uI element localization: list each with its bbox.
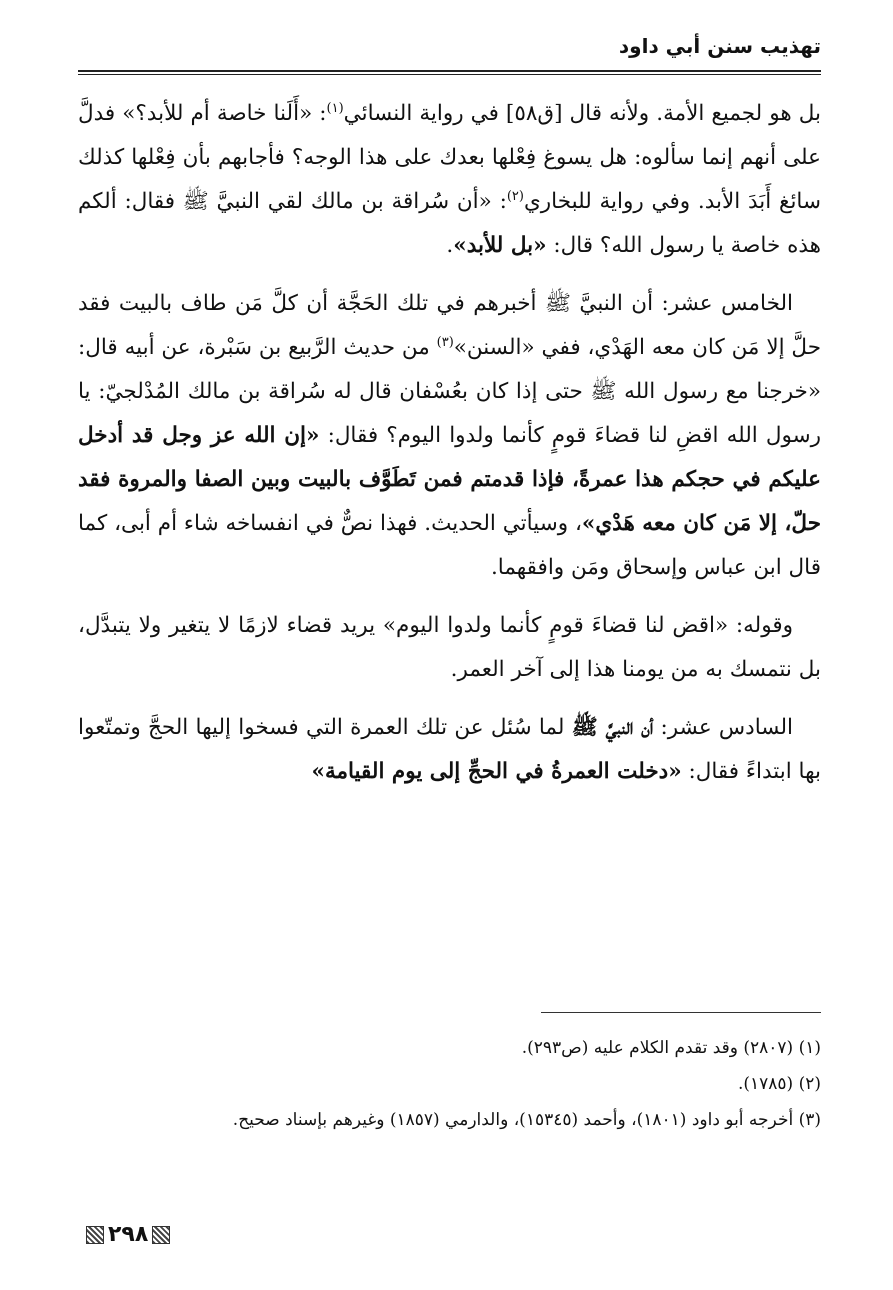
footnote-ref-3[interactable]: (٣) bbox=[436, 334, 454, 350]
page-number bbox=[86, 1222, 170, 1247]
paragraph-1 bbox=[78, 92, 821, 268]
text-run: وقوله: «اقض لنا قضاءَ قومٍ كأنما ولدوا اليوم» يريد قضاء لازمًا لا يتغير ولا يتبدَّل، بل نتمسك به من يومنا هذا إلى آخر العمر. bbox=[78, 613, 821, 682]
main-text bbox=[78, 92, 821, 808]
paragraph-2 bbox=[78, 282, 821, 590]
footnote-rule bbox=[541, 1012, 821, 1013]
text-run: : «أَلَنا خاصة أم للأبد؟» فدلَّ على أنهم إنما سألوه: هل يسوغ فِعْلها بعدك على هذا الوجه؟ فأجابهم بأن فِعْلها كذلك سائغ أَبَدَ الأبد. وفي رواية للبخاري bbox=[78, 101, 821, 214]
header-rule-thin bbox=[78, 74, 821, 75]
header-rule bbox=[78, 70, 821, 72]
text-run: من حديث الرَّبيع بن سَبْرة، عن أبيه قال: «خرجنا مع رسول الله ﷺ حتى إذا كان بعُسْفان قال له سُراقة بن مالك المُدْلجيّ: يا رسول الله اقضِ لنا قضاءَ قومٍ كأنما ولدوا اليوم؟ فقال: bbox=[78, 335, 821, 448]
bold-quote: «بل للأبد» bbox=[453, 233, 547, 258]
text-run: لما سُئل عن تلك العمرة التي فسخوا إليها الحجَّ وتمتّعوا بها ابتداءً فقال: bbox=[78, 715, 821, 784]
bold-quote: «إن الله عز وجل قد أدخل عليكم في حجكم هذا عمرةً، فإذا قدمتم فمن تَطَوَّف بالبيت وبين الصفا والمروة فقد حلّ، إلا مَن كان معه هَدْي» bbox=[78, 423, 821, 536]
paragraph-3 bbox=[78, 604, 821, 692]
text-run: بل هو لجميع الأمة. ولأنه قال [ق٥٨] في رواية النسائي bbox=[343, 101, 822, 126]
footnote-3: (٣) أخرجه أبو داود (١٨٠١)، وأحمد (١٥٣٤٥)، والدارمي (١٨٥٧) وغيرهم بإسناد صحيح. bbox=[232, 1110, 821, 1130]
paragraph-4 bbox=[78, 706, 821, 794]
text-run: ، وسيأتي الحديث. فهذا نصٌّ في انفساخه شاء أم أبى، كما قال ابن عباس وإسحاق ومَن وافقهما. bbox=[78, 511, 821, 580]
ornament-icon bbox=[86, 1226, 104, 1244]
footnotes bbox=[78, 1030, 821, 1138]
bold-phrase: أن النبيَّ ﷺ bbox=[571, 715, 654, 740]
text-run: : «أن سُراقة بن مالك لقي النبيَّ ﷺ فقال: ألكم هذه خاصة يا رسول الله؟ قال: bbox=[78, 189, 821, 258]
bold-quote: «دخلت العمرةُ في الحجِّ إلى يوم القيامة» bbox=[311, 759, 682, 784]
footnote-ref-1[interactable]: (١) bbox=[326, 100, 344, 116]
footnote-ref-2[interactable]: (٢) bbox=[506, 188, 524, 204]
footnote-2: (٢) (١٧٨٥). bbox=[737, 1074, 821, 1094]
footnote-1: (١) (٢٨٠٧) وقد تقدم الكلام عليه (ص٢٩٣). bbox=[521, 1038, 821, 1058]
ornament-icon bbox=[152, 1226, 170, 1244]
text-run: السادس عشر: bbox=[653, 715, 794, 740]
running-header: تهذيب سنن أبي داود bbox=[618, 34, 821, 58]
page-number-text: ٢٩٨ bbox=[108, 1222, 149, 1247]
text-run: . bbox=[446, 233, 454, 258]
text-run: الخامس عشر: أن النبيَّ ﷺ أخبرهم في تلك الحَجَّة أن كلَّ مَن طاف بالبيت فقد حلَّ إلا مَن كان معه الهَدْي، ففي «السنن» bbox=[78, 291, 822, 360]
